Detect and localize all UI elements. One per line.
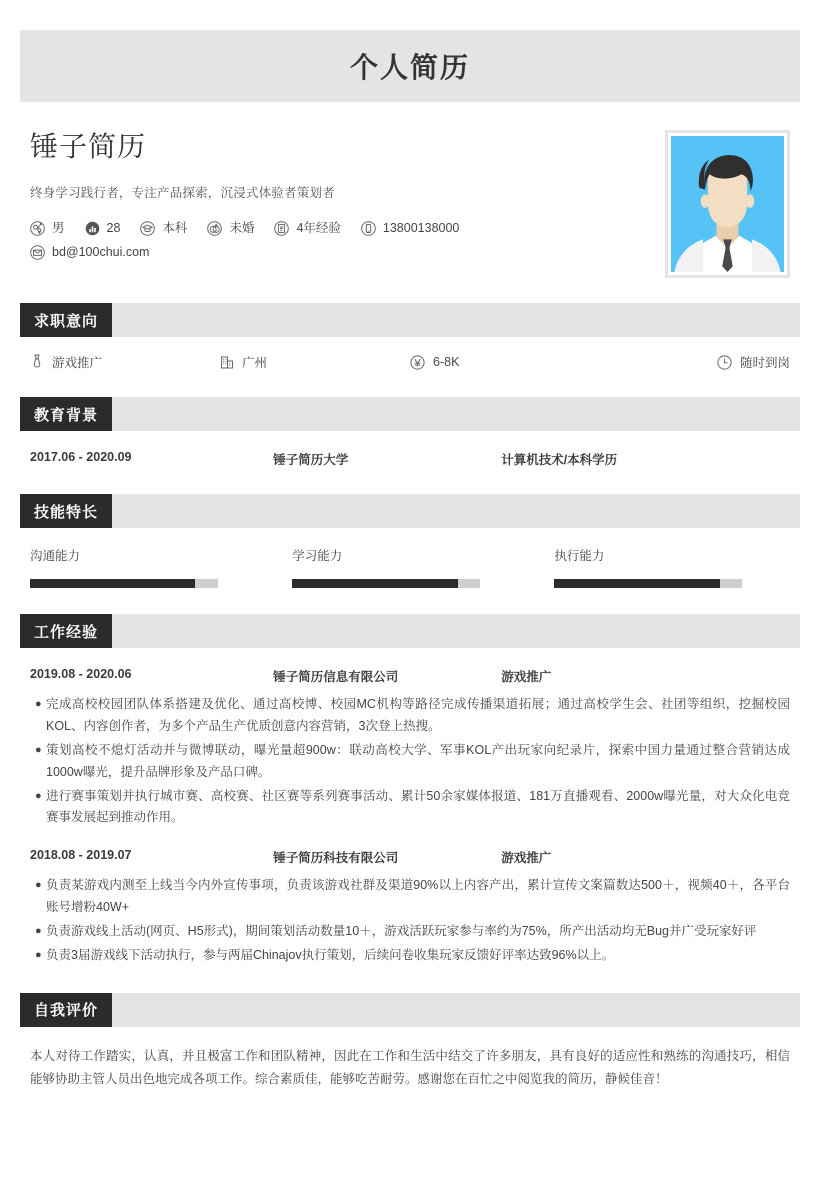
bullet-item [30,875,790,919]
building-icon [220,355,234,370]
bullet-dot: ● [35,948,42,961]
skill-fill [292,579,457,588]
section-header-self-evaluation [20,993,800,1027]
section-title-self-evaluation: 自我评价 [20,993,112,1027]
job-intention-row [20,337,800,371]
intent-cell-availability [600,353,790,371]
job-date: 2019.08 - 2020.06 [30,667,132,681]
job-header [30,667,790,685]
skill-item [554,546,790,588]
intent-value-availability: 随时到岗 [739,356,790,370]
education-date: 2017.06 - 2020.09 [30,450,132,464]
job-company: 锤子简历科技有限公司 [273,851,399,866]
section-title-skills: 技能特长 [20,494,112,528]
tie-icon [30,354,44,370]
skill-name: 沟通能力 [30,549,81,563]
bullet-text: 进行赛事策划并执行城市赛、高校赛、社区赛等系列赛事活动、累计50余家媒体报道、181万直播观看、2000w曝光量，对大众化电竞赛事发展起到推动作用。 [46,788,790,825]
phone-icon [361,221,376,236]
bullet-item [30,921,790,943]
intent-cell-city [220,353,410,371]
bullet-item [30,694,790,738]
section-header-job-intention [20,303,800,337]
info-item-age [85,221,121,236]
profile-photo-frame [665,130,790,278]
email-icon [30,245,45,260]
bullet-dot: ● [35,743,42,756]
bullet-text: 完成高校校园团队体系搭建及优化、通过高校博、校园MC机构等路径完成传播渠道拓展；通过高校学生会、社团等组织，挖掘校园KOL、内容创作者，为多个产品生产优质创意内容营销，3次登上热搜。 [46,697,790,733]
salary-icon [410,355,425,370]
info-item-email [30,245,149,260]
job-header [30,848,790,866]
skill-name: 学习能力 [292,549,343,563]
info-value-gender: 男 [52,221,65,236]
skill-name: 执行能力 [554,549,605,563]
bullet-dot: ● [35,879,42,892]
profile-details [30,130,665,269]
job-role: 游戏推广 [501,670,552,684]
skill-item [292,546,554,588]
contact-info-list [30,221,665,260]
profile-photo [671,136,784,272]
bullet-item [30,945,790,967]
intent-value-city: 广州 [242,356,268,370]
skills-row [20,528,800,588]
info-item-experience [274,221,340,236]
info-item-education [140,221,187,236]
page-title: 个人简历 [349,52,470,83]
section-header-skills [20,494,800,528]
contact-info-row-2 [30,245,665,260]
job-date: 2018.08 - 2019.07 [30,848,132,863]
profile-header [20,102,800,277]
section-header-work-experience [20,614,800,648]
info-value-experience: 4年经验 [296,221,341,236]
section-title-education: 教育背景 [20,397,112,431]
education-entry [20,431,800,468]
age-chart-icon [85,221,100,236]
bullet-item [30,786,790,830]
self-evaluation-text: 本人对待工作踏实，认真，并且极富工作和团队精神，因此在工作和生活中结交了许多朋友，具有良好的适应性和熟练的沟通技巧，相信能够协助主管人员出色地完成各项工作。综合素质佳，能够吃苦耐劳。感谢您在百忙之中阅览我的简历，静候佳音！ [30,1048,790,1086]
section-title-job-intention: 求职意向 [20,303,112,337]
intent-value-position: 游戏推广 [52,356,103,370]
job-entry [20,667,800,829]
skill-item [30,546,292,588]
skill-fill [554,579,719,588]
skill-track [554,579,742,588]
info-item-phone [361,221,459,236]
info-value-marital: 未婚 [229,221,255,236]
info-value-email: bd@100chui.com [52,245,150,260]
gender-icon [30,221,45,236]
job-role: 游戏推广 [501,851,552,866]
section-title-work-experience: 工作经验 [20,614,112,648]
job-company: 锤子简历信息有限公司 [273,670,399,684]
bullet-dot: ● [35,698,42,710]
job-entry [20,848,800,967]
title-banner [20,30,800,102]
skill-fill [30,579,195,588]
intent-cell-position [30,353,220,371]
job-bullets [30,694,790,829]
intent-value-salary: 6-8K [433,355,460,369]
person-tagline: 终身学习践行者，专注产品探索，沉浸式体验者策划者 [30,185,335,200]
clock-icon [717,355,732,370]
info-value-age: 28 [106,221,121,236]
skill-track [292,579,480,588]
section-header-education [20,397,800,431]
bullet-text: 负责游戏线上活动(网页、H5形式)，期间策划活动数量10＋，游戏活跃玩家参与率约为75%，所产出活动均无Bug并广受玩家好评 [46,924,757,938]
job-bullets [30,875,790,967]
skill-track [30,579,218,588]
bullet-text: 负责某游戏内测至上线当今内外宣传事项，负责该游戏社群及渠道90%以上内容产出，累计宣传文案篇数达500＋，视频40＋，各平台账号增粉40W+ [46,878,790,915]
person-name: 锤子简历 [30,131,147,162]
marital-icon [207,221,222,236]
info-item-gender [30,221,65,236]
education-major: 计算机技术/本科学历 [501,453,618,467]
education-icon [140,221,155,236]
contact-info-row-1 [30,221,665,236]
bullet-dot: ● [35,925,42,937]
bullet-dot: ● [35,789,42,802]
experience-icon [274,221,289,236]
info-item-marital [207,221,254,236]
education-school: 锤子简历大学 [273,453,349,467]
info-value-education: 本科 [162,221,188,236]
resume-page [0,30,820,1190]
intent-cell-salary [410,353,600,371]
info-value-phone: 13800138000 [382,221,460,236]
bullet-text: 策划高校不熄灯活动并与微博联动，曝光量超900w：联动高校大学、军事KOL产出玩家向纪录片，探索中国力量通过整合营销达成1000w曝光，提升品牌形象及产品口碑。 [46,742,790,779]
bullet-item [30,740,790,784]
bullet-text: 负责3届游戏线下活动执行，参与两届Chinajov执行策划，后续问卷收集玩家反馈好评率达致96%以上。 [46,947,615,962]
